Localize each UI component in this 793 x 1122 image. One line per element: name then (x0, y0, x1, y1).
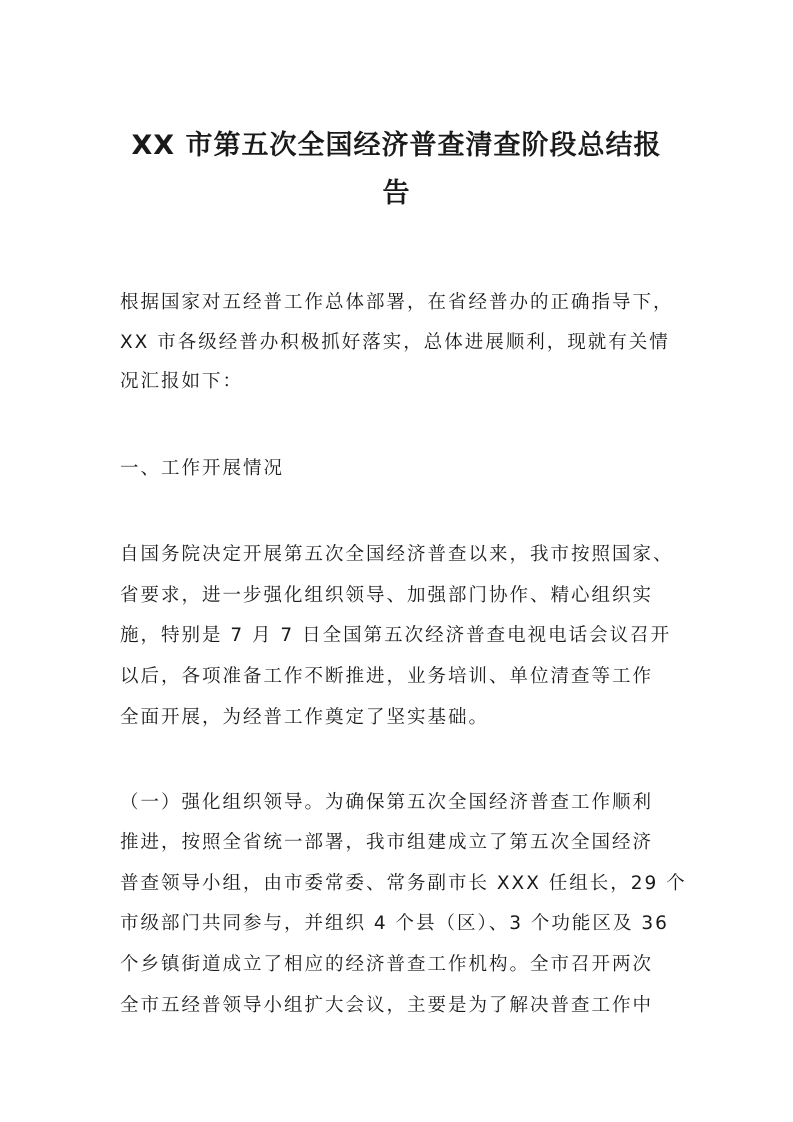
paragraph-1-line-1: 自国务院决定开展第五次全国经济普查以来，我市按照国家、 (120, 544, 674, 565)
paragraph-2-line-5: 个乡镇街道成立了相应的经济普查工作机构。全市召开两次 (120, 954, 654, 975)
paragraph-1-line-2: 省要求，进一步强化组织领导、加强部门协作、精心组织实 (120, 585, 654, 606)
paragraph-1-line-3: 施，特别是 7 月 7 日全国第五次经济普查电视电话会议召开 (120, 625, 672, 646)
intro-line-2: XX 市各级经普办积极抓好落实，总体进展顺利，现就有关情 (120, 332, 670, 353)
paragraph-2-line-4: 市级部门共同参与，并组织 4 个县（区）、3 个功能区及 36 (120, 913, 669, 934)
intro-line-1: 根据国家对五经普工作总体部署，在省经普办的正确指导下， (120, 292, 674, 313)
paragraph-1-line-4: 以后，各项准备工作不断推进，业务培训、单位清查等工作 (120, 666, 654, 687)
section-heading: 一、工作开展情况 (120, 458, 285, 479)
document-title-line-2: 告 (382, 178, 411, 209)
paragraph-2-line-6: 全市五经普领导小组扩大会议，主要是为了解决普查工作中 (120, 995, 654, 1016)
paragraph-1-line-5: 全面开展，为经普工作奠定了坚实基础。 (120, 707, 490, 728)
intro-line-3: 况汇报如下： (120, 371, 244, 392)
paragraph-2-line-3: 普查领导小组，由市委常委、常务副市长 XXX 任组长，29 个 (120, 873, 687, 894)
paragraph-2-line-2: 推进，按照全省统一部署，我市组建成立了第五次全国经济 (120, 832, 654, 853)
document-title-line-1: XX 市第五次全国经济普查清查阶段总结报 (131, 130, 662, 161)
paragraph-2-line-1: （一）强化组织领导。为确保第五次全国经济普查工作顺利 (120, 792, 654, 813)
